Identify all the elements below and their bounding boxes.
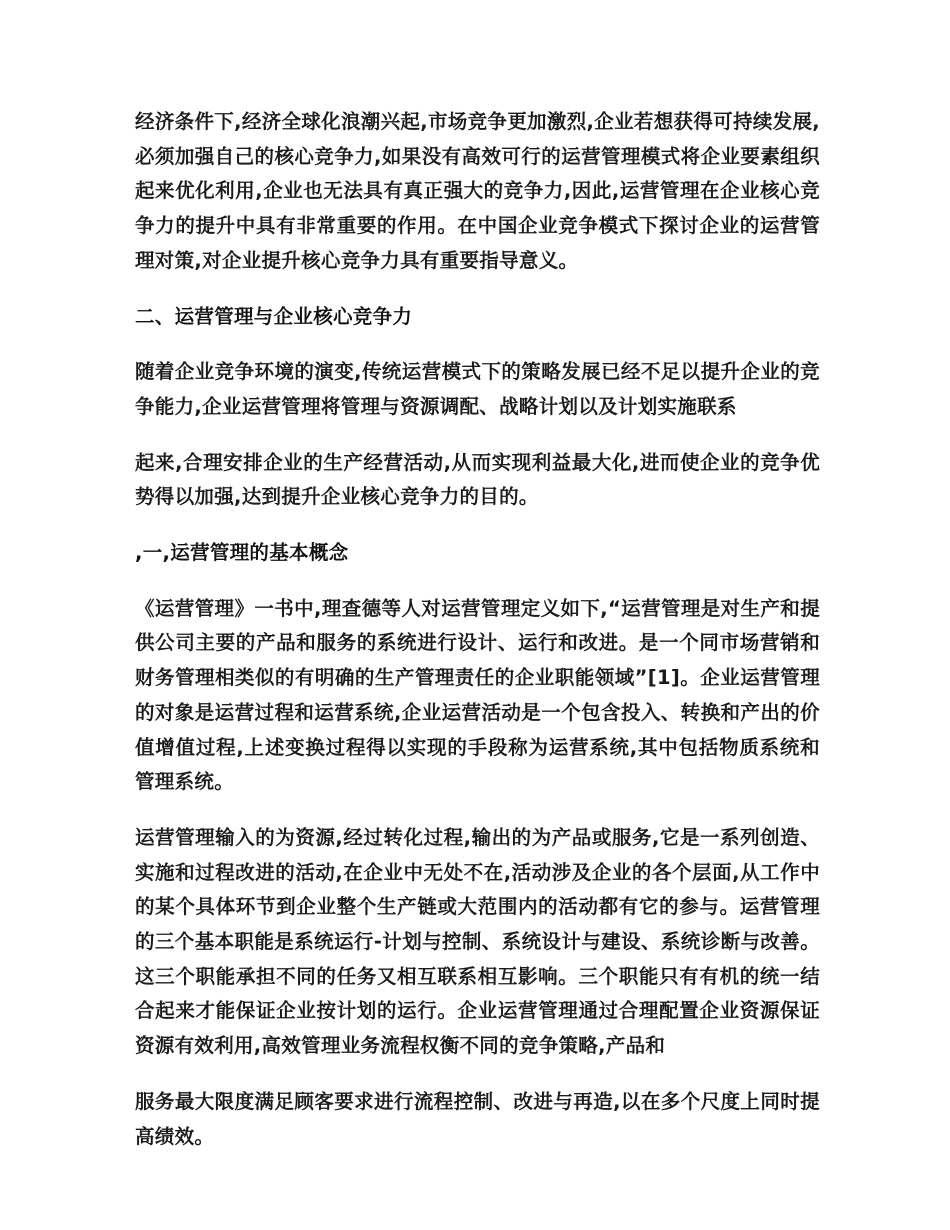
paragraph-competition-evolution: 随着企业竞争环境的演变,传统运营模式下的策略发展已经不足以提升企业的竞争能力,企业运营管理将管理与资源调配、战略计划以及计划实施联系 (135, 360, 820, 418)
paragraph-production-arrangement: 起来,合理安排企业的生产经营活动,从而实现利益最大化,进而使企业的竞争优势得以加强,达到提升企业核心竞争力的目的。 (135, 450, 820, 509)
paragraph-input-output: 运营管理输入的为资源,经过转化过程,输出的为产品或服务,它是一系列创造、实施和过程改进的活动,在企业中无处不在,活动涉及企业的各个层面,从工作中的某个具体环节到企业整个生产链或大范围内的活动都有它的参与。运营管理的三个基本职能是系统运行-计划与控制、系统设计与建设、系统诊断与改善。这三个职能承担不同的任务又相互联系相互影响。三个职能只有有机的统一结合起来才能保证企业按计划的运行。企业运营管理通过合理配置企业资源保证资源有效利用,高效管理业务流程权衡不同的竞争策略,产品和 (135, 825, 820, 1058)
document-body (135, 105, 820, 1154)
section-heading-two: 二、运营管理与企业核心竞争力 (135, 304, 413, 328)
paragraph-service-performance: 服务最大限度满足顾客要求进行流程控制、改进与再造,以在多个尺度上同时提高绩效。 (135, 1089, 820, 1148)
paragraph-definition: 《运营管理》一书中,理查德等人对运营管理定义如下,“运营管理是对生产和提供公司主要的产品和服务的系统进行设计、运行和改进。是一个同市场营销和财务管理相类似的有明确的生产管理责任的企业职能领域”[1]。企业运营管理的对象是运营过程和运营系统,企业运营活动是一个包含投入、转换和产出的价值增值过程,上述变换过程得以实现的手段称为运营系统,其中包括物质系统和管理系统。 (135, 596, 820, 794)
paragraph-intro: 经济条件下,经济全球化浪潮兴起,市场竞争更加激烈,企业若想获得可持续发展,必须加强自己的核心竞争力,如果没有高效可行的运营管理模式将企业要素组织起来优化利用,企业也无法具有真正强大的竞争力,因此,运营管理在企业核心竞争力的提升中具有非常重要的作用。在中国企业竞争模式下探讨企业的运营管理对策,对企业提升核心竞争力具有重要指导意义。 (135, 110, 820, 272)
subsection-heading-basic-concept: ,一,运营管理的基本概念 (135, 541, 349, 565)
